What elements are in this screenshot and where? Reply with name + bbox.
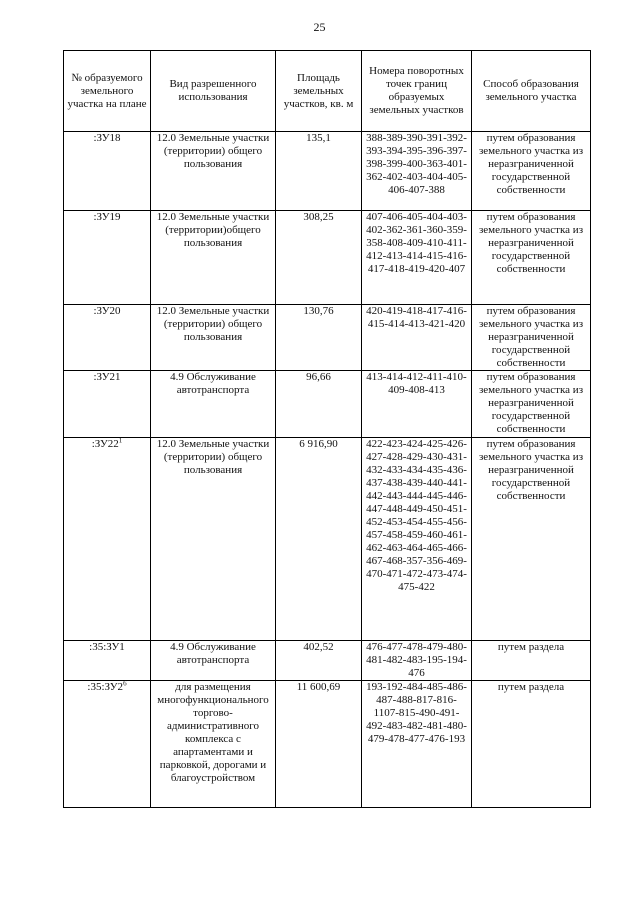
permitted-use: 4.9 Обслуживание автотранспорта <box>151 371 276 438</box>
plot-area: 96,66 <box>276 371 362 438</box>
permitted-use: 12.0 Земельные участки (территории) общего пользования <box>151 438 276 641</box>
plot-area: 402,52 <box>276 641 362 681</box>
plot-number: :35:ЗУ2 <box>87 681 124 693</box>
plot-area: 6 916,90 <box>276 438 362 641</box>
plot-number: :ЗУ18 <box>64 132 151 211</box>
formation-method: путем образования земельного участка из неразграниченной государственной собственности <box>472 132 591 211</box>
plot-number: :ЗУ22 <box>91 438 119 450</box>
footnote-marker: 1 <box>118 436 123 445</box>
plot-number-cell <box>64 438 151 641</box>
plot-number: :ЗУ20 <box>64 305 151 371</box>
table-row <box>64 132 591 211</box>
header-permitted-use: Вид разрешенного использования <box>151 51 276 132</box>
permitted-use: 12.0 Земельные участки (территории) общего пользования <box>151 305 276 371</box>
header-turning-points: Номера поворотных точек границ образуемых земельных участков <box>362 51 472 132</box>
turning-points: 407-406-405-404-403-402-362-361-360-359-358-408-409-410-411-412-413-414-415-416-417-418-419-420-407 <box>362 211 472 305</box>
table-row <box>64 211 591 305</box>
turning-points: 193-192-484-485-486-487-488-817-816-1107-815-490-491-492-483-482-481-480-479-478-477-476-193 <box>362 681 472 808</box>
table-row <box>64 641 591 681</box>
plot-area: 135,1 <box>276 132 362 211</box>
turning-points: 420-419-418-417-416-415-414-413-421-420 <box>362 305 472 371</box>
header-plot-number: № образуемого земельного участка на плане <box>64 51 151 132</box>
formation-method: путем раздела <box>472 641 591 681</box>
header-formation-method: Способ образования земельного участка <box>472 51 591 132</box>
plot-number: :35:ЗУ1 <box>64 641 151 681</box>
page-number: 25 <box>313 20 326 34</box>
formation-method: путем образования земельного участка из неразграниченной государственной собственности <box>472 438 591 641</box>
turning-points: 422-423-424-425-426-427-428-429-430-431-432-433-434-435-436-437-438-439-440-441-442-443-444-445-446-447-448-449-450-451-452-453-454-455-456-457-458-459-460-461-462-463-464-465-466-467-468-357-356-469-470-471-472-473-474-475-422 <box>362 438 472 641</box>
table-header-row <box>64 51 591 132</box>
plot-area: 11 600,69 <box>276 681 362 808</box>
header-area: Площадь земельных участков, кв. м <box>276 51 362 132</box>
plot-area: 130,76 <box>276 305 362 371</box>
permitted-use: 12.0 Земельные участки (территории)общего пользования <box>151 211 276 305</box>
permitted-use: 12.0 Земельные участки (территории) общего пользования <box>151 132 276 211</box>
table-row <box>64 305 591 371</box>
formation-method: путем образования земельного участка из неразграниченной государственной собственности <box>472 371 591 438</box>
formation-method: путем образования земельного участка из неразграниченной государственной собственности <box>472 305 591 371</box>
footnote-marker: 6 <box>123 679 127 688</box>
land-plots-table <box>63 50 591 808</box>
formation-method: путем образования земельного участка из неразграниченной государственной собственности <box>472 211 591 305</box>
permitted-use: 4.9 Обслуживание автотранспорта <box>151 641 276 681</box>
permitted-use: для размещения многофункционального торгово-административного комплекса с апартаментами и парковкой, дорогами и благоустройством <box>151 681 276 808</box>
table-row <box>64 438 591 641</box>
plot-number: :ЗУ19 <box>64 211 151 305</box>
table-row <box>64 681 591 808</box>
plot-area: 308,25 <box>276 211 362 305</box>
turning-points: 413-414-412-411-410-409-408-413 <box>362 371 472 438</box>
turning-points: 476-477-478-479-480-481-482-483-195-194-476 <box>362 641 472 681</box>
plot-number: :ЗУ21 <box>64 371 151 438</box>
table-row <box>64 371 591 438</box>
turning-points: 388-389-390-391-392-393-394-395-396-397-398-399-400-363-401-362-402-403-404-405-406-407-388 <box>362 132 472 211</box>
formation-method: путем раздела <box>472 681 591 808</box>
plot-number-cell <box>64 681 151 808</box>
